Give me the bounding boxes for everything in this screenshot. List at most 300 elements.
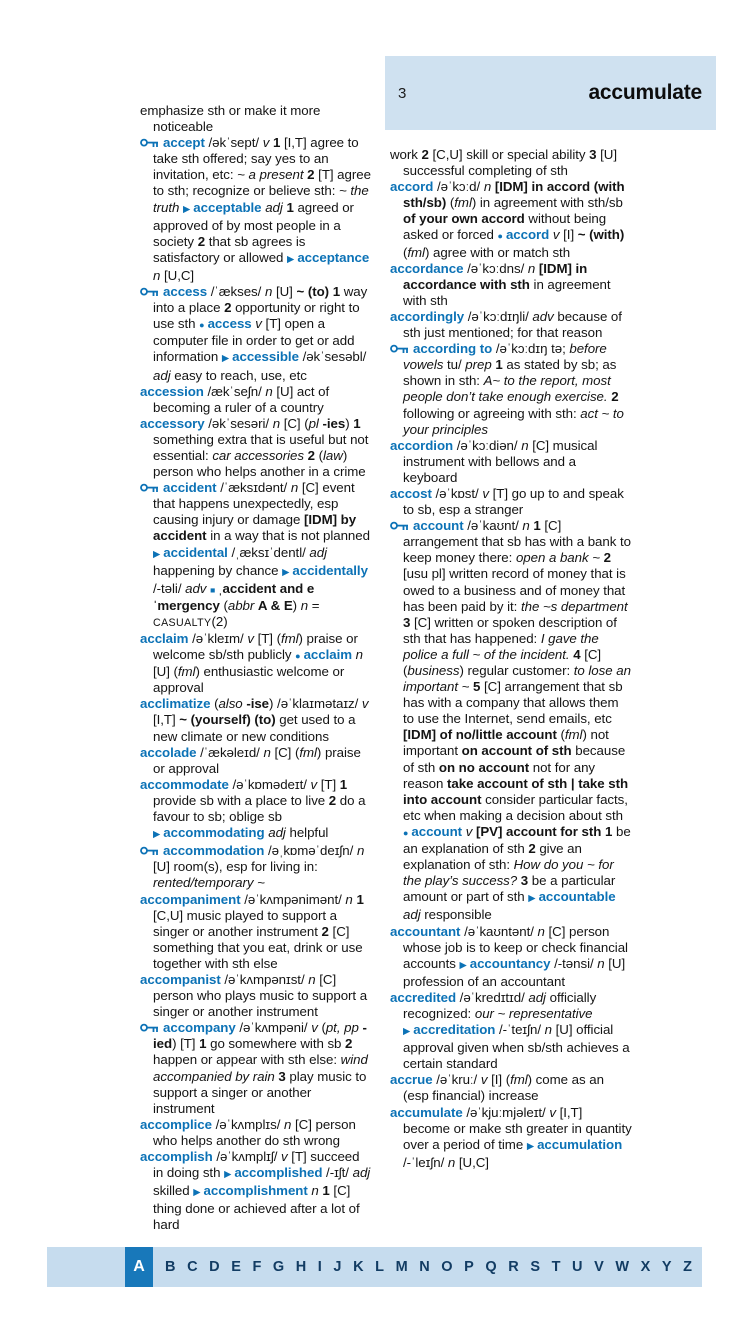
italic-text: prep bbox=[465, 357, 492, 373]
headword: accredited bbox=[390, 989, 457, 1005]
text: ) in agreement with sth/sb bbox=[471, 195, 623, 211]
text: emphasize sth or make it more noticeable bbox=[140, 103, 321, 135]
alphabet-letter-b[interactable]: B bbox=[165, 1259, 176, 1275]
italic-text: the ~s department bbox=[520, 598, 628, 614]
text: [C] arrangement that sb has with a company that allows them to use the Internet, send emails, etc bbox=[403, 679, 623, 727]
bold-text: 1 bbox=[286, 199, 294, 215]
right-column bbox=[390, 147, 632, 1171]
bold-text: 2 bbox=[528, 841, 536, 857]
italic-text: v bbox=[482, 485, 489, 501]
text: [C] ( bbox=[270, 744, 300, 760]
text: /-təli/ bbox=[153, 580, 186, 596]
text: happen or appear with sth else: bbox=[153, 1052, 341, 1068]
bold-text: [PV] bbox=[475, 823, 503, 839]
text: [U,C] bbox=[160, 267, 195, 283]
italic-text: fml bbox=[407, 244, 425, 260]
dictionary-entry bbox=[140, 103, 371, 135]
text: /əˈkɔːdɪŋ tə; bbox=[492, 341, 570, 357]
text: ) bbox=[345, 415, 354, 431]
text: /-ˈleɪʃn/ bbox=[403, 1154, 448, 1170]
italic-text: n bbox=[265, 383, 273, 399]
text: /əˈkʌmpəni/ bbox=[235, 1020, 312, 1036]
bold-text: 1 bbox=[356, 891, 364, 907]
text: [T] succeed in doing sth bbox=[153, 1149, 360, 1181]
text: ) agree with or match sth bbox=[424, 244, 571, 260]
headword: acceptance bbox=[297, 249, 370, 265]
headword: according to bbox=[413, 341, 493, 357]
text: ( bbox=[210, 696, 219, 712]
text: consider particular facts, etc when making a decision about sth bbox=[403, 791, 628, 823]
text: /əˈkaʊntənt/ bbox=[460, 923, 538, 939]
text: [usu pl] written record of money that is owed to a business and of money that has been paid by it: bbox=[403, 566, 626, 614]
italic-text: v bbox=[549, 1104, 556, 1120]
headword: accession bbox=[140, 383, 204, 399]
italic-text: adj bbox=[403, 907, 421, 923]
bold-text: [IDM] bbox=[403, 727, 436, 743]
homonym-bullet-icon: ● bbox=[403, 827, 409, 838]
bold-text: 1 bbox=[322, 1183, 330, 1199]
bold-text: 2 bbox=[603, 550, 611, 566]
text: [C] thing done or achieved after a lot of hard bbox=[153, 1183, 360, 1233]
text: [T] ( bbox=[253, 631, 281, 646]
bold-text: ~ (with) bbox=[577, 227, 625, 243]
dictionary-entry bbox=[140, 480, 371, 631]
text: [C] person who plays music to support a singer or another instrument bbox=[153, 971, 368, 1020]
derivative-arrow-icon: ▶ bbox=[528, 893, 536, 905]
italic-text: A~ to the report, most people don’t take enough exercise. bbox=[403, 373, 611, 405]
headword: accident bbox=[163, 480, 217, 496]
text: [C] person whose job is to keep or check financial accounts bbox=[403, 923, 628, 971]
headword: accumulate bbox=[390, 1104, 463, 1120]
headword: accountancy bbox=[469, 955, 551, 971]
italic-text: n bbox=[537, 923, 545, 939]
text: [T] agree to sth; recognize or believe sth: bbox=[153, 167, 371, 199]
text: helpful bbox=[285, 825, 329, 841]
italic-text: wind accompanied by rain bbox=[153, 1052, 368, 1084]
alphabet-letter-z[interactable]: Z bbox=[683, 1259, 692, 1275]
text: responsible bbox=[420, 907, 492, 923]
derivative-arrow-icon: ▶ bbox=[526, 1140, 535, 1152]
bold-text: 3 bbox=[520, 873, 529, 889]
text: provide sb with a place to live bbox=[153, 792, 329, 808]
headword: accompanist bbox=[140, 971, 221, 987]
derivative-arrow-icon: ▶ bbox=[221, 353, 230, 365]
alphabet-letter-m[interactable]: M bbox=[395, 1259, 408, 1275]
headword: accidentally bbox=[292, 562, 368, 578]
italic-text: v bbox=[361, 696, 369, 712]
alphabet-letter-y[interactable]: Y bbox=[661, 1259, 672, 1275]
bold-text: -ied bbox=[153, 1020, 367, 1052]
italic-text: to lose an important ~ bbox=[403, 663, 631, 695]
text: /əˈkredɪtɪd/ bbox=[456, 989, 529, 1005]
dictionary-entry bbox=[390, 179, 632, 260]
bold-text: 1 bbox=[533, 518, 541, 534]
headword: acceptable bbox=[193, 199, 262, 215]
italic-text: car accessories bbox=[212, 447, 304, 463]
italic-text: n bbox=[311, 1183, 319, 1199]
text: ) [T] bbox=[172, 1036, 200, 1052]
headword: accordion bbox=[390, 437, 454, 453]
alphabet-letter-d[interactable]: D bbox=[209, 1259, 220, 1275]
italic-text: adj bbox=[352, 1165, 371, 1181]
bold-text: [IDM] bbox=[494, 179, 528, 195]
bold-text: account for sth bbox=[506, 823, 602, 839]
text: because of sth just mentioned; for that reason bbox=[403, 308, 622, 341]
alphabet-letter-q[interactable]: Q bbox=[485, 1259, 497, 1275]
text: /-ɪʃt/ bbox=[322, 1165, 353, 1181]
derivative-arrow-icon: ▶ bbox=[153, 548, 161, 560]
text: agreed or approved of by most people in a society bbox=[153, 199, 354, 249]
text: [C] musical instrument with bellows and a keyboard bbox=[403, 437, 598, 485]
bold-text: 2 bbox=[421, 147, 429, 162]
text: [I,T] agree to take sth offered; say yes to an invitation, etc: bbox=[153, 135, 359, 183]
text: be a particular amount or part of sth bbox=[403, 873, 616, 905]
keyword-key-icon bbox=[140, 135, 159, 150]
text: [U] act of becoming a ruler of a country bbox=[153, 383, 330, 415]
dictionary-entry bbox=[140, 135, 371, 284]
text: [I,T] become or make sth greater in quantity over a period of time bbox=[403, 1104, 632, 1152]
text: /əkˈsesəri/ bbox=[204, 415, 273, 431]
bold-text: 2 bbox=[611, 389, 619, 405]
text: /əˈkɔːdiən/ bbox=[453, 437, 522, 453]
bold-text: in accordance with sth bbox=[403, 260, 588, 292]
alphabet-letter-p[interactable]: P bbox=[464, 1259, 474, 1275]
italic-text: n bbox=[263, 744, 271, 760]
headword: accordance bbox=[390, 260, 464, 276]
derivative-arrow-icon: ▶ bbox=[287, 253, 295, 265]
homonym-bullet-icon: ● bbox=[199, 320, 205, 331]
italic-text: n bbox=[544, 1022, 553, 1038]
dictionary-entry bbox=[390, 438, 632, 486]
italic-text: fml bbox=[177, 664, 196, 680]
text: [C] ( bbox=[403, 646, 602, 678]
alphabet-letter-t[interactable]: T bbox=[551, 1259, 561, 1275]
italic-text: rented/temporary ~ bbox=[153, 875, 265, 891]
bold-text: 4 bbox=[573, 646, 581, 662]
text: ) bbox=[292, 597, 301, 613]
text: ) /əˈklaɪmətaɪz/ bbox=[269, 696, 362, 712]
text: skilled bbox=[153, 1183, 194, 1199]
text: ( bbox=[314, 447, 323, 463]
italic-text: v bbox=[480, 1072, 488, 1088]
italic-text: n bbox=[483, 179, 492, 195]
derivative-arrow-icon: ▶ bbox=[153, 829, 161, 841]
compound-square-icon: ■ bbox=[210, 584, 216, 595]
text: ) not important bbox=[403, 727, 609, 759]
alphabet-letter-e[interactable]: E bbox=[231, 1259, 241, 1275]
derivative-arrow-icon: ▶ bbox=[459, 959, 467, 971]
alphabet-letter-active[interactable]: A bbox=[125, 1247, 153, 1287]
text: /əˈkʌmplɪs/ bbox=[211, 1116, 284, 1132]
keyword-key-icon bbox=[390, 518, 409, 533]
italic-text: adj bbox=[153, 367, 171, 383]
bold-text: on no account bbox=[438, 759, 530, 775]
dictionary-entry bbox=[140, 745, 371, 777]
italic-text: pt, pp bbox=[325, 1020, 359, 1036]
headword: access bbox=[163, 284, 208, 300]
italic-text: n bbox=[290, 480, 299, 496]
italic-text: pl bbox=[308, 415, 319, 431]
alphabet-letter-v[interactable]: V bbox=[594, 1259, 604, 1275]
text: (2) bbox=[211, 613, 228, 629]
dictionary-entry bbox=[390, 990, 632, 1072]
headword: acclaim bbox=[140, 631, 189, 646]
text: ( bbox=[446, 195, 455, 211]
text: /ækˈseʃn/ bbox=[203, 383, 266, 399]
italic-text: n bbox=[300, 597, 309, 613]
headword: accompany bbox=[163, 1020, 236, 1036]
bold-text: 1 bbox=[604, 823, 613, 839]
text: /-tənsi/ bbox=[550, 955, 598, 971]
dictionary-entry bbox=[140, 1117, 371, 1149]
italic-text: n bbox=[522, 518, 530, 534]
bold-text: [IDM] bbox=[304, 512, 337, 528]
text: ) person who helps another in a crime bbox=[153, 447, 366, 480]
headword: accord bbox=[505, 227, 550, 243]
alphabet-letter-i[interactable]: I bbox=[317, 1259, 322, 1275]
alphabet-letter-w[interactable]: W bbox=[615, 1259, 630, 1275]
bold-text: 2 bbox=[307, 447, 315, 463]
headword: accost bbox=[390, 485, 432, 501]
italic-text: n bbox=[356, 843, 365, 859]
alphabet-letter-j[interactable]: J bbox=[333, 1259, 342, 1275]
text: [T] bbox=[317, 776, 340, 792]
text: ) enthusiastic welcome or approval bbox=[153, 664, 345, 696]
dictionary-entry bbox=[140, 416, 371, 480]
italic-text: I gave the police a full ~ of the incident. bbox=[403, 630, 599, 662]
italic-text: business bbox=[407, 663, 460, 678]
italic-text: v bbox=[247, 631, 254, 646]
bold-text: of your own accord bbox=[403, 211, 525, 227]
left-column bbox=[140, 103, 371, 1233]
italic-text: v bbox=[311, 1020, 318, 1036]
text: /ˈækses/ bbox=[207, 284, 265, 300]
keyword-key-icon bbox=[140, 284, 159, 299]
text: give an explanation of sth: bbox=[403, 841, 582, 873]
alphabet-letter-x[interactable]: X bbox=[640, 1259, 651, 1275]
text: ) praise or welcome sb/sth publicly bbox=[153, 631, 358, 663]
headword: accept bbox=[163, 135, 205, 151]
bold-text: 2 bbox=[197, 233, 206, 249]
bold-text: 1 bbox=[199, 1036, 207, 1052]
text: in a way that is not planned bbox=[206, 528, 370, 544]
text: [I] ( bbox=[487, 1072, 511, 1088]
headword: acclimatize bbox=[140, 696, 211, 712]
text: [U] profession of an accountant bbox=[403, 955, 626, 989]
italic-text: n bbox=[308, 971, 316, 987]
italic-text: open a bank ~ bbox=[515, 550, 600, 566]
alphabet-letter-r[interactable]: R bbox=[508, 1259, 519, 1275]
text: ( bbox=[556, 727, 565, 743]
headword: accidental bbox=[163, 544, 228, 560]
guide-word-header bbox=[385, 56, 716, 130]
bold-text: -ise bbox=[246, 696, 270, 712]
text: happening by chance bbox=[153, 562, 283, 578]
text: [T] open a computer file in order to get or add information bbox=[153, 316, 355, 365]
italic-text: fml bbox=[454, 195, 472, 211]
bold-text: of no/little account bbox=[439, 727, 557, 743]
headword: accumulation bbox=[537, 1136, 623, 1152]
italic-text: n bbox=[527, 260, 536, 276]
headword: accomplice bbox=[140, 1116, 212, 1132]
italic-text: ~ a present bbox=[237, 167, 304, 183]
text: /əˈkɔːdɪŋli/ bbox=[464, 308, 533, 324]
dictionary-entry bbox=[390, 486, 632, 518]
headword: accountable bbox=[538, 889, 616, 905]
bold-text: 2 bbox=[321, 923, 329, 939]
italic-text: adj bbox=[265, 199, 283, 215]
italic-text: v bbox=[465, 823, 473, 839]
page-number: 3 bbox=[398, 84, 407, 102]
italic-text: fml bbox=[280, 631, 299, 646]
italic-text: n bbox=[264, 284, 273, 300]
bold-text: [IDM] bbox=[538, 260, 572, 276]
text: [U] ( bbox=[153, 664, 178, 680]
italic-text: n bbox=[345, 891, 353, 907]
dictionary-entry bbox=[140, 384, 371, 416]
text: way into a place bbox=[153, 284, 368, 316]
text: /əˈkleɪm/ bbox=[188, 631, 248, 646]
text: be an explanation of sth bbox=[403, 823, 631, 857]
italic-text: n bbox=[284, 1116, 292, 1132]
alphabet-letter-f[interactable]: F bbox=[252, 1259, 262, 1275]
text: get used to a new climate or new conditions bbox=[153, 712, 356, 744]
bold-text: 3 bbox=[278, 1068, 286, 1084]
bold-text: 2 bbox=[328, 792, 337, 808]
alphabet-letter-c[interactable]: C bbox=[187, 1259, 198, 1275]
text: /əˈkʌmpənimənt/ bbox=[240, 891, 346, 907]
keyword-key-icon bbox=[140, 1020, 159, 1035]
alphabet-letter-u[interactable]: U bbox=[572, 1259, 583, 1275]
italic-text: adv bbox=[185, 580, 207, 596]
bold-text: 1 bbox=[272, 135, 281, 151]
text: ) regular customer: bbox=[459, 663, 574, 678]
text: following or agreeing with sth: bbox=[403, 405, 581, 421]
text: [C] something that you eat, drink or use together with sth else bbox=[153, 923, 363, 971]
text: ( bbox=[317, 1020, 326, 1036]
alphabet-letter-s[interactable]: S bbox=[530, 1259, 540, 1275]
italic-text: n bbox=[597, 955, 605, 971]
bold-text: 3 bbox=[403, 614, 411, 630]
text: opportunity or right to use sth bbox=[153, 300, 360, 332]
alphabet-letters-row bbox=[165, 1247, 692, 1287]
headword: accessory bbox=[140, 415, 205, 431]
headword: accomplish bbox=[140, 1149, 213, 1164]
alphabet-letter-h[interactable]: H bbox=[295, 1259, 307, 1275]
italic-text: v bbox=[310, 776, 318, 792]
derivative-arrow-icon: ▶ bbox=[193, 1187, 201, 1199]
italic-text: law bbox=[323, 447, 343, 463]
text: /əˈkʌmplɪʃ/ bbox=[212, 1149, 282, 1164]
text: go somewhere with sb bbox=[206, 1036, 346, 1052]
dictionary-entry bbox=[390, 924, 632, 990]
text: [C] arrangement that sb has with a bank to keep money there: bbox=[403, 518, 631, 566]
alphabet-letter-l[interactable]: L bbox=[375, 1259, 384, 1275]
text: [C] person who helps another do sth wrong bbox=[153, 1116, 356, 1148]
bold-text: 1 bbox=[353, 415, 361, 431]
derivative-arrow-icon: ▶ bbox=[183, 203, 191, 215]
bold-text: ˌaccident and eˈmergency bbox=[153, 580, 315, 613]
headword: access bbox=[207, 316, 252, 332]
text: play music to support a singer or another instrument bbox=[153, 1068, 367, 1116]
headword: account bbox=[413, 518, 464, 534]
dictionary-entry bbox=[390, 518, 632, 923]
italic-text: act ~ to your principles bbox=[403, 405, 624, 437]
headword: accreditation bbox=[413, 1022, 496, 1038]
text: = bbox=[308, 597, 320, 613]
text: because of sth bbox=[403, 743, 626, 775]
headword: accommodate bbox=[140, 776, 229, 792]
text: something extra that is useful but not essential: bbox=[153, 431, 369, 463]
italic-text: adj bbox=[309, 544, 327, 560]
text: ( bbox=[219, 597, 228, 613]
dictionary-entry bbox=[390, 309, 632, 341]
bold-text: 2 bbox=[307, 167, 315, 183]
italic-text: n bbox=[447, 1154, 456, 1170]
headword: accountant bbox=[390, 923, 461, 939]
italic-text: adj bbox=[268, 825, 286, 841]
headword: accord bbox=[390, 179, 434, 195]
text: that sb agrees is satisfactory or allowed bbox=[153, 233, 306, 265]
alphabet-letter-o[interactable]: O bbox=[441, 1259, 453, 1275]
text: [C,U] skill or special ability bbox=[428, 147, 590, 162]
text: ) praise or approval bbox=[153, 744, 361, 776]
italic-text: n bbox=[272, 415, 281, 431]
derivative-arrow-icon: ▶ bbox=[224, 1169, 232, 1181]
dictionary-entry bbox=[140, 1149, 371, 1233]
text: as stated by sb; as shown in sth: bbox=[403, 357, 617, 389]
alphabet-letter-g[interactable]: G bbox=[272, 1259, 285, 1275]
dictionary-entry bbox=[140, 631, 371, 696]
text: officially recognized: bbox=[403, 989, 597, 1021]
text: ) come as an (esp financial) increase bbox=[403, 1072, 604, 1104]
dictionary-entry bbox=[140, 696, 371, 744]
bold-text: take account of sth | take sth into account bbox=[403, 775, 629, 807]
italic-text: our ~ representative bbox=[474, 1005, 593, 1021]
text: ( bbox=[403, 244, 408, 260]
text: /əˈkʌmpənɪst/ bbox=[220, 971, 309, 987]
italic-text: ~ the truth bbox=[153, 183, 369, 215]
bold-text: -ies bbox=[322, 415, 346, 431]
dictionary-entry bbox=[140, 843, 371, 891]
italic-text: abbr bbox=[227, 597, 255, 613]
text: [I,T] bbox=[153, 712, 180, 728]
headword: acclaim bbox=[303, 647, 353, 663]
text: [T] go up to and speak to sb, esp a stranger bbox=[403, 485, 624, 518]
guide-word: accumulate bbox=[588, 81, 702, 104]
alphabet-letter-n[interactable]: N bbox=[419, 1259, 430, 1275]
bold-text: 5 bbox=[473, 679, 481, 695]
headword: accessible bbox=[232, 349, 299, 365]
text: [U] room(s), esp for living in: bbox=[153, 859, 318, 875]
headword: accompaniment bbox=[140, 891, 241, 907]
text: /əˈkɒst/ bbox=[431, 485, 483, 501]
text: without being asked or forced bbox=[403, 211, 607, 243]
bold-text: 1 bbox=[339, 776, 348, 792]
bold-text: 3 bbox=[589, 147, 597, 162]
keyword-key-icon bbox=[390, 341, 409, 356]
italic-text: v bbox=[281, 1149, 288, 1164]
text: /əˈkjuːmjəleɪt/ bbox=[462, 1104, 550, 1120]
alphabet-letter-k[interactable]: K bbox=[353, 1259, 364, 1275]
bold-text: 1 bbox=[495, 357, 503, 373]
bold-text: 2 bbox=[224, 300, 232, 316]
smallcaps-reference: CASUALTY bbox=[153, 616, 212, 629]
dictionary-entry bbox=[140, 284, 371, 384]
dictionary-entry bbox=[390, 341, 632, 438]
headword: accomplishment bbox=[203, 1183, 308, 1199]
italic-text: fml bbox=[564, 727, 583, 743]
